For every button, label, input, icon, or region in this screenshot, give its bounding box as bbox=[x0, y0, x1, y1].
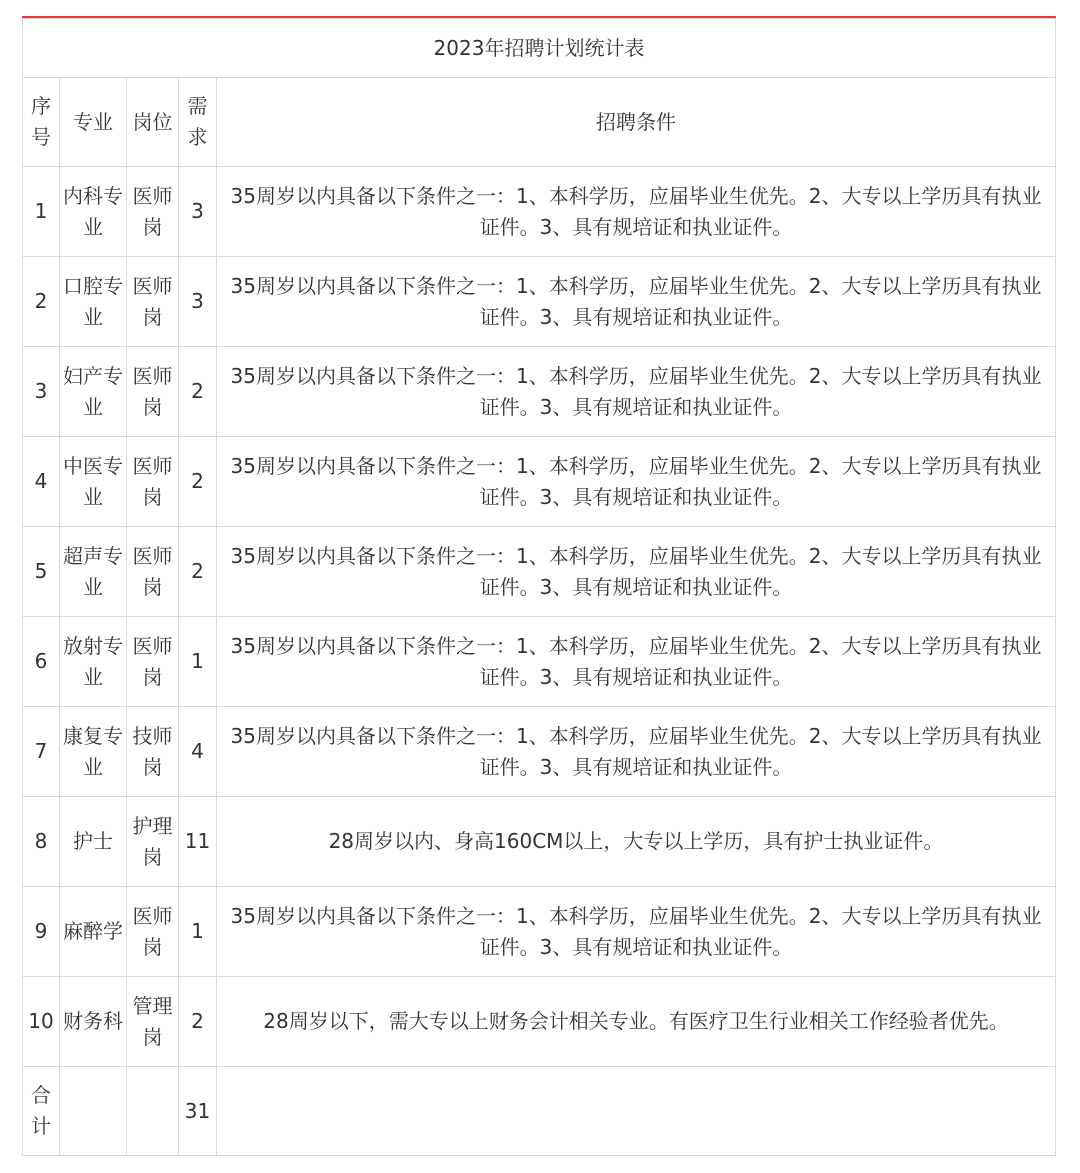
cell-need: 3 bbox=[179, 167, 217, 257]
total-need: 31 bbox=[179, 1067, 217, 1156]
cell-condition: 35周岁以内具备以下条件之一：1、本科学历，应届毕业生优先。2、大专以上学历具有执业证件。3、具有规培证和执业证件。 bbox=[217, 617, 1056, 707]
cell-post: 医师岗 bbox=[127, 257, 179, 347]
cell-need: 11 bbox=[179, 797, 217, 887]
cell-condition: 28周岁以下，需大专以上财务会计相关专业。有医疗卫生行业相关工作经验者优先。 bbox=[217, 977, 1056, 1067]
cell-need: 2 bbox=[179, 527, 217, 617]
recruitment-table bbox=[22, 18, 1056, 1156]
cell-major: 口腔专业 bbox=[60, 257, 127, 347]
table-title: 2023年招聘计划统计表 bbox=[23, 19, 1056, 78]
total-row bbox=[23, 1067, 1056, 1156]
cell-post: 医师岗 bbox=[127, 437, 179, 527]
cell-post: 护理岗 bbox=[127, 797, 179, 887]
cell-post: 医师岗 bbox=[127, 167, 179, 257]
table-row bbox=[23, 437, 1056, 527]
cell-condition: 35周岁以内具备以下条件之一：1、本科学历，应届毕业生优先。2、大专以上学历具有执业证件。3、具有规培证和执业证件。 bbox=[217, 167, 1056, 257]
cell-seq: 5 bbox=[23, 527, 60, 617]
table-row bbox=[23, 167, 1056, 257]
cell-condition: 35周岁以内具备以下条件之一：1、本科学历，应届毕业生优先。2、大专以上学历具有执业证件。3、具有规培证和执业证件。 bbox=[217, 887, 1056, 977]
cell-condition: 35周岁以内具备以下条件之一：1、本科学历，应届毕业生优先。2、大专以上学历具有执业证件。3、具有规培证和执业证件。 bbox=[217, 437, 1056, 527]
cell-seq: 4 bbox=[23, 437, 60, 527]
cell-major: 内科专业 bbox=[60, 167, 127, 257]
cell-need: 1 bbox=[179, 617, 217, 707]
total-label: 合计 bbox=[23, 1067, 60, 1156]
cell-major: 麻醉学 bbox=[60, 887, 127, 977]
header-seq: 序号 bbox=[23, 78, 60, 167]
cell-condition: 35周岁以内具备以下条件之一：1、本科学历，应届毕业生优先。2、大专以上学历具有执业证件。3、具有规培证和执业证件。 bbox=[217, 347, 1056, 437]
table-row bbox=[23, 347, 1056, 437]
cell-need: 2 bbox=[179, 437, 217, 527]
cell-post: 医师岗 bbox=[127, 347, 179, 437]
table-row bbox=[23, 797, 1056, 887]
cell-post: 医师岗 bbox=[127, 527, 179, 617]
table-row bbox=[23, 977, 1056, 1067]
header-condition: 招聘条件 bbox=[217, 78, 1056, 167]
cell-need: 2 bbox=[179, 977, 217, 1067]
cell-seq: 9 bbox=[23, 887, 60, 977]
table-row bbox=[23, 887, 1056, 977]
cell-seq: 7 bbox=[23, 707, 60, 797]
cell-condition: 35周岁以内具备以下条件之一：1、本科学历，应届毕业生优先。2、大专以上学历具有执业证件。3、具有规培证和执业证件。 bbox=[217, 257, 1056, 347]
cell-major: 妇产专业 bbox=[60, 347, 127, 437]
cell-major: 放射专业 bbox=[60, 617, 127, 707]
table-row bbox=[23, 617, 1056, 707]
cell-seq: 3 bbox=[23, 347, 60, 437]
cell-condition: 28周岁以内、身高160CM以上，大专以上学历，具有护士执业证件。 bbox=[217, 797, 1056, 887]
cell-need: 2 bbox=[179, 347, 217, 437]
cell-post: 技师岗 bbox=[127, 707, 179, 797]
cell-need: 4 bbox=[179, 707, 217, 797]
cell-seq: 2 bbox=[23, 257, 60, 347]
cell-post: 医师岗 bbox=[127, 887, 179, 977]
total-major bbox=[60, 1067, 127, 1156]
cell-seq: 6 bbox=[23, 617, 60, 707]
cell-need: 1 bbox=[179, 887, 217, 977]
cell-condition: 35周岁以内具备以下条件之一：1、本科学历，应届毕业生优先。2、大专以上学历具有执业证件。3、具有规培证和执业证件。 bbox=[217, 707, 1056, 797]
header-major: 专业 bbox=[60, 78, 127, 167]
cell-post: 管理岗 bbox=[127, 977, 179, 1067]
cell-major: 超声专业 bbox=[60, 527, 127, 617]
cell-major: 财务科 bbox=[60, 977, 127, 1067]
header-need: 需求 bbox=[179, 78, 217, 167]
header-post: 岗位 bbox=[127, 78, 179, 167]
cell-seq: 8 bbox=[23, 797, 60, 887]
recruitment-document bbox=[22, 16, 1056, 1156]
header-row bbox=[23, 78, 1056, 167]
cell-major: 中医专业 bbox=[60, 437, 127, 527]
total-condition bbox=[217, 1067, 1056, 1156]
title-row bbox=[23, 19, 1056, 78]
cell-need: 3 bbox=[179, 257, 217, 347]
cell-major: 护士 bbox=[60, 797, 127, 887]
cell-major: 康复专业 bbox=[60, 707, 127, 797]
cell-post: 医师岗 bbox=[127, 617, 179, 707]
total-post bbox=[127, 1067, 179, 1156]
cell-seq: 10 bbox=[23, 977, 60, 1067]
table-row bbox=[23, 257, 1056, 347]
table-row bbox=[23, 527, 1056, 617]
table-row bbox=[23, 707, 1056, 797]
cell-seq: 1 bbox=[23, 167, 60, 257]
cell-condition: 35周岁以内具备以下条件之一：1、本科学历，应届毕业生优先。2、大专以上学历具有执业证件。3、具有规培证和执业证件。 bbox=[217, 527, 1056, 617]
